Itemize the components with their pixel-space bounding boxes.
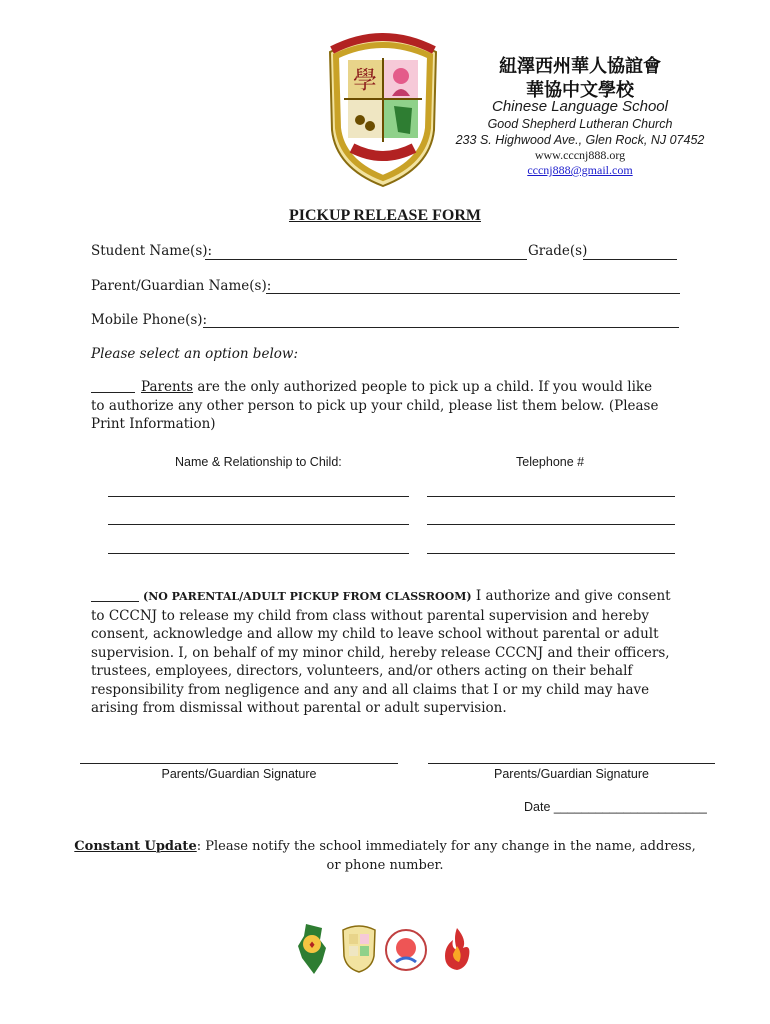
- authorized-phone-field[interactable]: [427, 496, 675, 497]
- website-text: www.cccnj888.org: [534, 148, 626, 162]
- new-jersey-map-logo: [292, 922, 332, 976]
- authorized-phone-field[interactable]: [427, 553, 675, 554]
- signature-label-1: Parents/Guardian Signature: [161, 767, 317, 781]
- select-option-prompt: Please select an option below:: [91, 346, 298, 362]
- option2-description: I authorize and give consent to CCCNJ to release my child from class without parental supervision and hereby consent, acknowledge and allow my child to leave school without parental or adult supervision. I, on behalf of my minor child, hereby release CCCNJ and their officers, trustees, employees, directors, volunteers, and/or others acting on their behalf responsibility from negligence and any and all claims that I or my child may have arising from dismissal without parental or adult supervision.: [91, 588, 671, 716]
- school-name-english: Chinese Language School: [492, 98, 668, 115]
- crest-small-logo: [339, 924, 379, 974]
- authorized-phone-field[interactable]: [427, 524, 675, 525]
- option1-description: are the only authorized people to pick up a child. If you would like to authorize any other person to pick up your child, please list them below. (Please Print Information): [91, 379, 659, 432]
- signature-field-2[interactable]: [428, 763, 715, 764]
- grade-field[interactable]: [583, 259, 677, 260]
- grade-label: Grade(s): [528, 243, 588, 259]
- school-address: 233 S. Highwood Ave., Glen Rock, NJ 07452: [455, 133, 705, 147]
- association-round-logo: [384, 928, 428, 972]
- school-crest-logo: [322, 30, 444, 188]
- signature-field-1[interactable]: [80, 763, 398, 764]
- student-name-label: Student Name(s):: [91, 243, 213, 259]
- school-name-chinese: 華協中文學校: [526, 80, 634, 101]
- telephone-header: Telephone #: [516, 455, 585, 469]
- student-name-field[interactable]: [205, 259, 527, 260]
- footer-note-text: : Please notify the school immediately for any change in the name, address, or phone number.: [196, 839, 696, 873]
- email-link[interactable]: cccnj888@gmail.com: [527, 163, 633, 177]
- svg-text:♦: ♦: [307, 941, 317, 951]
- church-name: Good Shepherd Lutheran Church: [487, 117, 673, 131]
- parent-name-field[interactable]: [266, 293, 680, 294]
- authorized-name-field[interactable]: [108, 524, 409, 525]
- date-field[interactable]: Date ______________________: [524, 800, 707, 814]
- form-title: PICKUP RELEASE FORM: [288, 207, 481, 224]
- org-name-chinese: 紐澤西州華人協誼會: [499, 56, 661, 77]
- option2-text-block: [91, 587, 681, 718]
- option1-keyword: Parents: [141, 379, 194, 395]
- flame-emblem-logo: [437, 926, 477, 972]
- authorized-name-field[interactable]: [108, 496, 409, 497]
- signature-label-2: Parents/Guardian Signature: [494, 767, 649, 781]
- authorized-name-field[interactable]: [108, 553, 409, 554]
- footer-note-heading: Constant Update: [74, 839, 197, 854]
- option2-tag: (NO PARENTAL/ADULT PICKUP FROM CLASSROOM): [143, 590, 472, 603]
- crest-character: 學: [353, 66, 377, 94]
- footer-note: [70, 838, 700, 875]
- name-relationship-header: Name & Relationship to Child:: [175, 455, 342, 469]
- option1-text-block: [91, 378, 661, 434]
- mobile-phone-field[interactable]: [203, 327, 679, 328]
- parent-name-label: Parent/Guardian Name(s):: [91, 278, 272, 294]
- mobile-phone-label: Mobile Phone(s):: [91, 312, 208, 328]
